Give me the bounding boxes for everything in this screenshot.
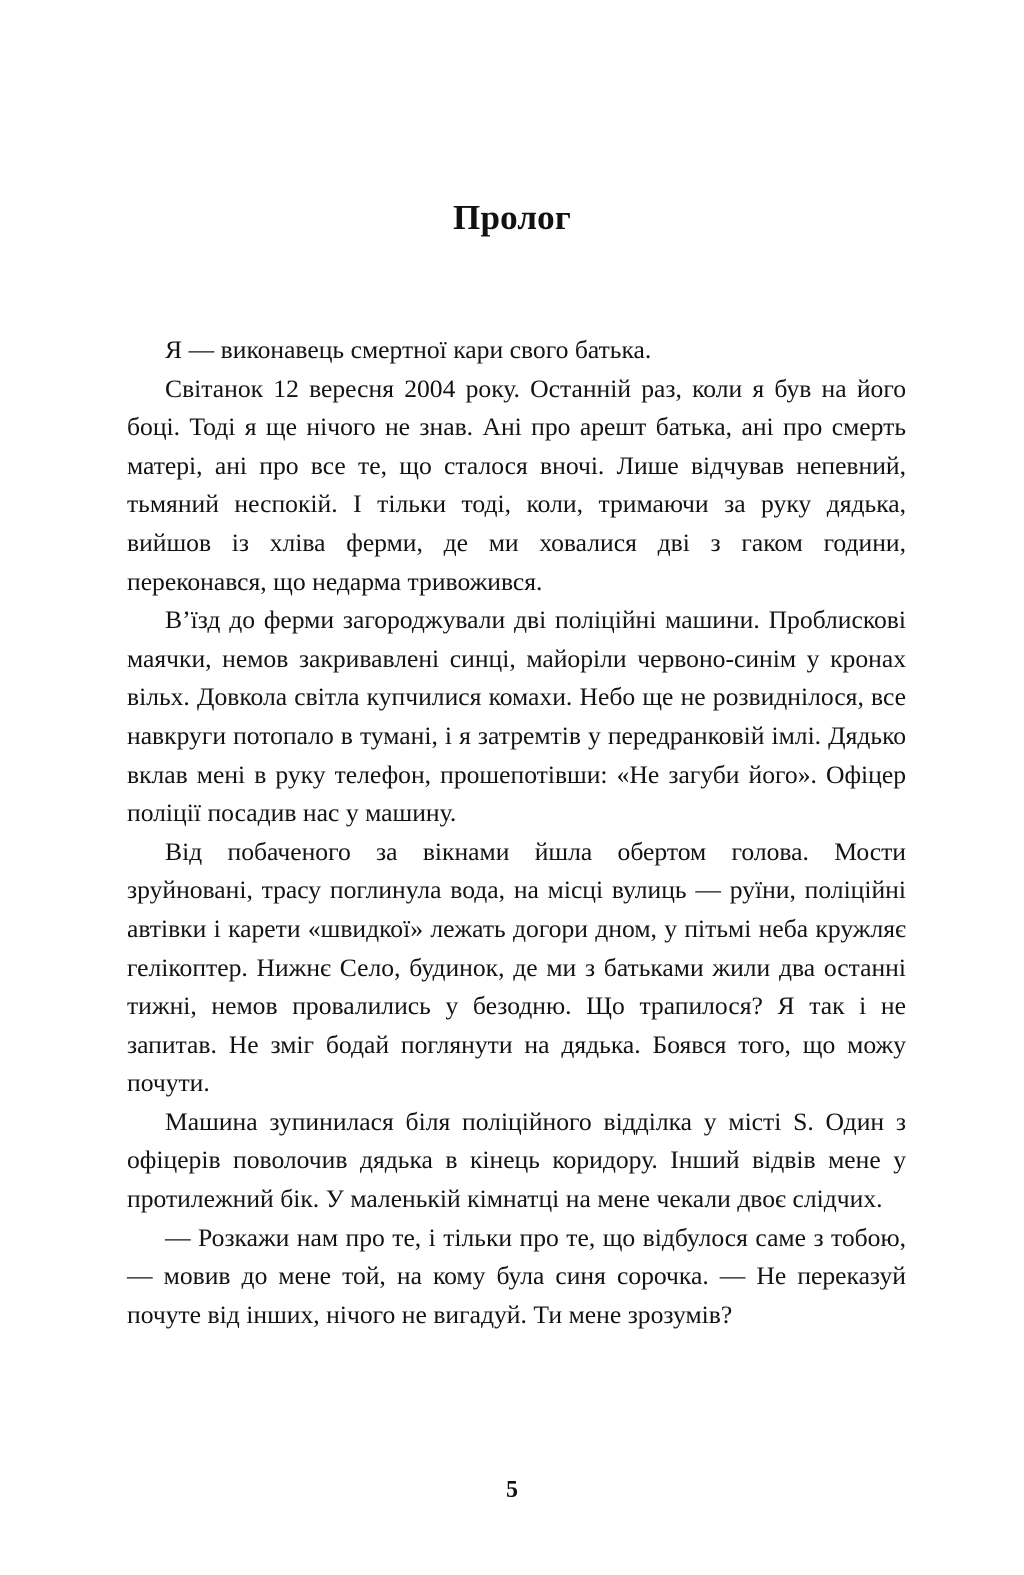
paragraph: В’їзд до ферми загороджували дві поліційні машини. Проблискові маячки, немов закривавлені синці, майоріли червоно-синім у кронах вільх. Довкола світла купчилися комахи. Небо ще не розвиднілося, все навкруги потопало в тумані, і я затремтів у передранковій імлі. Дядько вклав мені в руку телефон, прошепотівши: «Не загуби його». Офіцер поліції посадив нас у машину. <box>127 605 906 828</box>
page-number: 5 <box>506 1477 518 1503</box>
paragraph: Світанок 12 вересня 2004 року. Останній раз, коли я був на його боці. Тоді я ще нічого не знав. Ані про арешт батька, ані про смерть матері, ані про все те, що сталося вночі. Лише відчував непевний, тьмяний неспокій. І тільки тоді, коли, тримаючи за руку дядька, вийшов із хліва ферми, де ми ховалися дві з гаком години, переконався, що недарма тривожився. <box>127 373 906 596</box>
page-title: Пролог <box>453 198 571 238</box>
paragraph: Від побаченого за вікнами йшла обертом голова. Мости зруйновані, трасу поглинула вода, на місці вулиць — руїни, поліційні автівки і карети «швидкої» лежать догори дном, у пітьмі неба кружляє гелікоптер. Нижнє Село, будинок, де ми з батьками жили два останні тижні, немов провалились у безодню. Що трапилося? Я так і не запитав. Не зміг бодай поглянути на дядька. Боявся того, що можу почути. <box>127 836 906 1098</box>
body-text-block <box>127 331 906 1334</box>
paragraph: Машина зупинилася біля поліційного відділка у місті S. Один з офіцерів поволочив дядька в кінець коридору. Інший відвів мене у протилежний бік. У маленькій кімнатці на мене чекали двоє слідчих. <box>127 1106 906 1214</box>
paragraph: — Розкажи нам про те, і тільки про те, що відбулося саме з тобою, — мовив до мене той, на кому була синя сорочка. — Не переказуй почуте від інших, нічого не вигадуй. Ти мене зрозумів? <box>127 1222 906 1329</box>
paragraph: Я — виконавець смертної кари свого батька. <box>165 335 652 364</box>
